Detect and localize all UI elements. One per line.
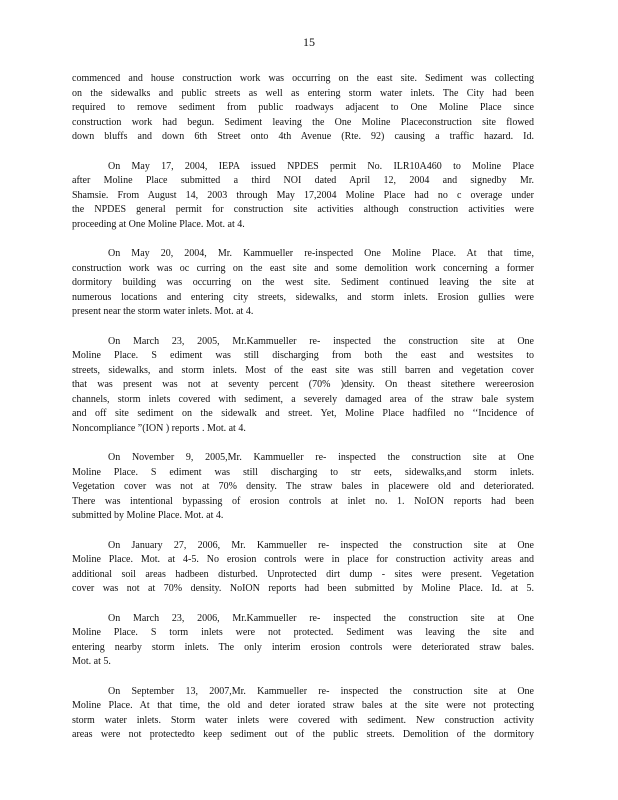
document-body	[72, 72, 534, 758]
text-line: additional soil areas hadbeen disturbed. Unprotected dirt dump - sites were present. Vegetation	[72, 568, 534, 580]
text-line: Vegetation cover was not at 70% density. The straw bales in placewere old and deteriorated.	[72, 481, 534, 492]
paragraph	[72, 685, 534, 743]
text-line: Moline Place. S torm inlets were not protected. Sediment was leaving the site and	[72, 627, 534, 638]
text-line: channels, storm inlets covered with sediment, a severely damaged area of the straw bale system	[72, 393, 534, 405]
text-line: after Moline Place submitted a third NOI dated April 12, 2004 and signedby Mr.	[72, 175, 534, 186]
text-line: down bluffs and down 6th Street onto 4th Avenue (Rte. 92) causing a traffic hazard. Id.	[72, 131, 534, 142]
paragraph	[72, 335, 534, 437]
paragraph	[72, 247, 534, 320]
text-line: On September 13, 2007,Mr. Kammueller re- inspected the construction site at One	[108, 685, 534, 697]
text-line: Mot. at 5.	[72, 656, 111, 667]
text-line: storm water inlets. Storm water inlets were covered with sediment. New construction activity	[72, 714, 534, 726]
text-line: on the sidewalks and public streets as well as entering storm water inlets. The City had been	[72, 87, 534, 99]
text-line: construction work was oc curring on the east site and some demolition work concerning a former	[72, 262, 534, 274]
text-line: Moline Place. At that time, the old and deter iorated straw bales at the site were not protecting	[72, 700, 534, 711]
text-line: On May 17, 2004, IEPA issued NPDES permit No. ILR10A460 to Moline Place	[108, 160, 534, 172]
text-line: required to remove sediment from public roadways adjacent to One Moline Place since	[72, 102, 534, 113]
text-line: On March 23, 2006, Mr.Kammueller re- inspected the construction site at One	[108, 612, 534, 624]
text-line: cover was not at 70% density. NoION reports had been submitted by Moline Place. Id. at 5.	[72, 583, 534, 594]
text-line: On November 9, 2005,Mr. Kammueller re- inspected the construction site at One	[108, 452, 534, 463]
paragraph	[72, 451, 534, 524]
paragraph	[72, 539, 534, 597]
text-line: that was present was not at seventy percent (70% )density. On theast sitethere wereerosion	[72, 379, 534, 390]
text-line: entering nearby storm inlets. The only interim erosion controls were deteriorated straw bales.	[72, 641, 534, 653]
text-line: present near the storm water inlets. Mot. at 4.	[72, 306, 254, 317]
paragraph	[72, 72, 534, 145]
text-line: submitted by Moline Place. Mot. at 4.	[72, 510, 224, 521]
text-line: Moline Place. Mot. at 4-5. No erosion controls were in place for construction activity areas and	[72, 554, 534, 565]
text-line: Moline Place. S ediment was still discharging from both the east and westsites to	[72, 350, 534, 361]
text-line: On May 20, 2004, Mr. Kammueller re-inspected One Moline Place. At that time,	[108, 248, 534, 259]
text-line: Moline Place. S ediment was still discharging to str eets, sidewalks,and storm inlets.	[72, 466, 534, 478]
text-line: Noncompliance ”(ION ) reports . Mot. at 4.	[72, 422, 246, 434]
text-line: proceeding at One Moline Place. Mot. at 4.	[72, 218, 245, 230]
text-line: On January 27, 2006, Mr. Kammueller re- inspected the construction site at One	[108, 539, 534, 551]
text-line: dormitory building was occurring on the west site. Sediment continued leaving the site at	[72, 277, 534, 288]
text-line: the NPDES general permit for construction site activities although construction activities were	[72, 204, 534, 215]
text-line: commenced and house construction work was occurring on the east site. Sediment was collecting	[72, 73, 534, 84]
text-line: There was intentional bypassing of erosion controls at inlet no. 1. NoION reports had been	[72, 495, 534, 507]
paragraph	[72, 612, 534, 670]
text-line: On March 23, 2005, Mr.Kammueller re- inspected the construction site at One	[108, 335, 534, 347]
paragraph	[72, 160, 534, 233]
text-line: and off site sediment on the sidewalk and street. Yet, Moline Place hadfiled no ‘‘Incidence of	[72, 408, 534, 419]
text-line: areas were not protectedto keep sediment out of the public streets. Demolition of the dormitory	[72, 729, 534, 740]
text-line: numerous locations and entering city streets, sidewalks, and storm inlets. Erosion gullies were	[72, 291, 534, 303]
text-line: construction work had begun. Sediment leaving the One Moline Placeconstruction site flowed	[72, 116, 534, 128]
text-line: Shamsie. From August 14, 2003 through May 17,2004 Moline Place had no c overage under	[72, 189, 534, 201]
page-number: 15	[303, 35, 315, 49]
text-line: streets, sidewalks, and storm inlets. Most of the east site was still barren and vegetation cover	[72, 364, 534, 376]
